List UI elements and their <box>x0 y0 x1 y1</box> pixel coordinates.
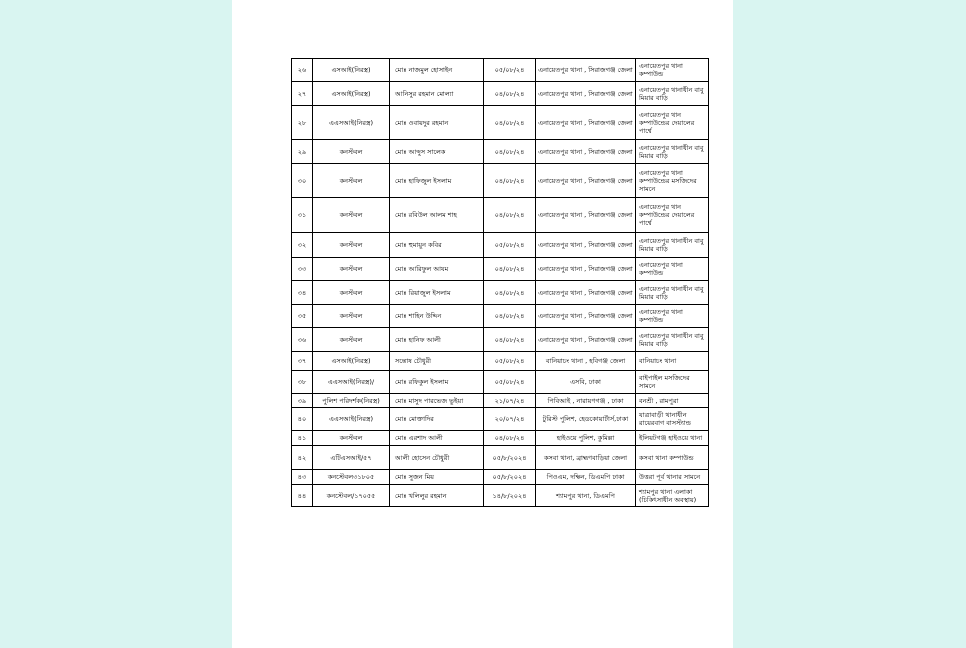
date-cell <box>484 485 536 507</box>
serial-cell <box>292 431 313 446</box>
name-text: মোঃ এরশাদ আলী <box>395 434 443 442</box>
name-cell <box>390 470 484 485</box>
serial-text: ৩৪ <box>297 288 307 297</box>
place-text: এনায়েতপুর থানা , সিরাজগঞ্জ জেলা <box>538 66 633 74</box>
date-text: ০৫/০৮/২৪ <box>494 66 525 74</box>
table-row <box>292 198 709 233</box>
rank-cell <box>313 164 390 198</box>
rank-cell <box>313 82 390 106</box>
rank-cell <box>313 485 390 507</box>
serial-cell <box>292 140 313 164</box>
location-text: ইলিয়টগঞ্জ হাইওয়ে থানা <box>639 434 703 442</box>
rank-text: কনস্টবল <box>339 288 363 297</box>
name-cell <box>390 408 484 431</box>
serial-cell <box>292 59 313 82</box>
serial-text: ৪৩ <box>297 473 307 481</box>
location-text: বানিয়াচং থানা <box>639 357 677 365</box>
location-text: এনায়েতপুর থানা কম্পাউন্ড <box>639 308 683 324</box>
location-cell <box>636 140 709 164</box>
date-cell <box>484 371 536 394</box>
table-row <box>292 470 709 485</box>
name-text: মোঃ হুমায়ুন কবির <box>395 241 442 249</box>
table-row <box>292 352 709 371</box>
serial-cell <box>292 281 313 305</box>
rank-text: কনস্টবল <box>339 176 363 185</box>
rank-text: এএসআই(নিরস্ত্র)/ <box>327 378 375 386</box>
location-text: এনায়েতপুর থানাধীন বাবু মিয়ার বাড়ি <box>639 331 704 348</box>
place-text: এনায়েতপুর থানা , সিরাজগঞ্জ জেলা <box>538 241 633 249</box>
rank-text: এসআই(নিরস্ত্র) <box>331 89 371 98</box>
location-cell <box>636 198 709 233</box>
table-row <box>292 258 709 281</box>
date-text: ২১/০৭/২৪ <box>494 396 525 405</box>
location-text: এনায়েতপুর থানাধীন বাবু মিয়ার বাড়ি <box>639 284 704 301</box>
date-cell <box>484 82 536 106</box>
date-cell <box>484 140 536 164</box>
rank-cell <box>313 233 390 258</box>
rank-cell <box>313 394 390 408</box>
location-text: বনশ্রী , রামপুরা <box>639 396 679 405</box>
name-text: মোঃ আরিফুল আযম <box>395 265 449 273</box>
place-text: এনায়েতপুর থানা , সিরাজগঞ্জ জেলা <box>538 335 633 344</box>
table-row <box>292 408 709 431</box>
serial-cell <box>292 371 313 394</box>
rank-cell <box>313 281 390 305</box>
name-text: সন্তোষ চৌধুরী <box>395 357 432 365</box>
place-cell <box>536 59 636 82</box>
date-text: ০৪/০৮/২৪ <box>494 118 525 127</box>
location-text: এনায়েতপুর থানাধীন বাবু মিয়ার বাড়ি <box>639 143 704 160</box>
place-cell <box>536 140 636 164</box>
rank-cell <box>313 371 390 394</box>
serial-text: ৪২ <box>297 453 307 462</box>
place-cell <box>536 305 636 328</box>
date-cell <box>484 470 536 485</box>
name-cell <box>390 431 484 446</box>
place-text: এনায়েতপুর থানা , সিরাজগঞ্জ জেলা <box>538 147 633 156</box>
serial-cell <box>292 82 313 106</box>
name-cell <box>390 106 484 140</box>
name-cell <box>390 281 484 305</box>
rank-cell <box>313 352 390 371</box>
location-cell <box>636 305 709 328</box>
location-cell <box>636 371 709 394</box>
date-cell <box>484 408 536 431</box>
location-text: এনায়েতপুর থানাধীন বাবু মিয়ার বাড়ি <box>639 237 704 253</box>
rank-text: এসআই(নিরস্ত্র) <box>331 66 371 74</box>
rank-text: এএসআই(নিরস্ত্র) <box>328 118 373 127</box>
location-text: যাত্রাবাড়ী থানাধীন রায়েরবাগ বাসস্ট্যান্ড <box>639 411 691 427</box>
location-text: কসবা থানা কম্পাউন্ড <box>639 453 694 462</box>
place-text: কসবা থানা, ব্রাহ্মণবাড়িয়া জেলা <box>543 453 628 462</box>
date-text: ২০/০৭/২৪ <box>494 415 525 423</box>
right-margin <box>733 0 966 648</box>
rank-cell <box>313 328 390 352</box>
name-cell <box>390 371 484 394</box>
place-text: হাইওয়ে পুলিশ, কুমিল্লা <box>556 434 615 442</box>
serial-text: ২৮ <box>297 118 307 127</box>
serial-text: ২৭ <box>297 89 307 98</box>
rank-cell <box>313 446 390 470</box>
rank-text: কনস্টবল <box>339 211 363 219</box>
location-cell <box>636 233 709 258</box>
location-cell <box>636 485 709 507</box>
serial-text: ৩৮ <box>297 378 307 386</box>
place-text: এনায়েতপুর থানা , সিরাজগঞ্জ জেলা <box>538 211 633 219</box>
table-row <box>292 233 709 258</box>
date-text: ০৪/০৮/২৪ <box>494 288 525 297</box>
date-text: ০৪/০৮/২৪ <box>494 147 525 156</box>
place-cell <box>536 164 636 198</box>
table-row <box>292 371 709 394</box>
name-text: আনিসুর রহমান মোল্যা <box>395 89 454 98</box>
serial-cell <box>292 328 313 352</box>
name-text: আলী হোসেন চৌধুরী <box>395 453 450 462</box>
name-text: মোঃ রফিকুল ইসলাম <box>395 378 449 386</box>
location-cell <box>636 106 709 140</box>
date-text: ০৪/০৮/২৪ <box>494 211 525 219</box>
rank-text: এটিএসআই/৫৭ <box>330 453 372 462</box>
place-text: টুরিস্ট পুলিশ, হেডকোয়ার্টার্স,ঢাকা <box>542 415 629 423</box>
location-cell <box>636 281 709 305</box>
location-text: শ্যামপুর থানা এলাকা (চিকিৎসাধীন অবস্থায়) <box>639 487 697 504</box>
serial-text: ৩০ <box>297 176 307 185</box>
date-cell <box>484 233 536 258</box>
rank-cell <box>313 198 390 233</box>
place-cell <box>536 485 636 507</box>
place-cell <box>536 258 636 281</box>
location-cell <box>636 431 709 446</box>
name-text: মোঃ ওবায়দুর রহমান <box>395 118 449 127</box>
name-cell <box>390 82 484 106</box>
date-cell <box>484 106 536 140</box>
name-cell <box>390 233 484 258</box>
date-cell <box>484 446 536 470</box>
name-text: মোঃ রিয়াজুল ইসলাম <box>395 288 451 297</box>
location-cell <box>636 59 709 82</box>
location-cell <box>636 82 709 106</box>
serial-text: ৩২ <box>297 241 307 249</box>
rank-cell <box>313 59 390 82</box>
date-text: ০৪/০৮/২৪ <box>494 89 525 98</box>
date-cell <box>484 352 536 371</box>
name-cell <box>390 485 484 507</box>
name-cell <box>390 446 484 470</box>
name-cell <box>390 59 484 82</box>
name-cell <box>390 258 484 281</box>
serial-text: ৪০ <box>297 415 307 423</box>
place-text: পিবিআই , নারায়ণগঞ্জ , ঢাকা <box>547 396 624 405</box>
location-cell <box>636 258 709 281</box>
place-cell <box>536 352 636 371</box>
location-text: এনায়েতপুর থানা কম্পাউন্ডের মসজিদের সামনে <box>639 168 697 193</box>
rank-cell <box>313 431 390 446</box>
serial-cell <box>292 305 313 328</box>
place-cell <box>536 446 636 470</box>
table-row <box>292 328 709 352</box>
serial-text: ২৬ <box>297 66 307 74</box>
date-text: ০৪/০৮/২৪ <box>494 312 525 320</box>
rank-text: পুলিশ পরিদর্শক(নিরস্ত্র) <box>322 396 380 405</box>
date-text: ০৫/৮/২০২৪ <box>492 453 527 462</box>
serial-text: ৪১ <box>297 434 307 442</box>
rank-text: কনস্টবল <box>339 241 363 249</box>
location-text: এনায়েতপুর থানাধীন বাবু মিয়ার বাড়ি <box>639 85 704 102</box>
date-cell <box>484 305 536 328</box>
location-text: এনায়েতপুর থান কম্পাউন্ডের দেয়ালের পার্শ্বে <box>639 110 695 135</box>
rank-cell <box>313 140 390 164</box>
name-cell <box>390 140 484 164</box>
location-cell <box>636 394 709 408</box>
name-cell <box>390 394 484 408</box>
rank-text: কনস্টবল <box>339 265 363 273</box>
date-text: ০৪/০৮/২৪ <box>494 335 525 344</box>
name-text: মোঃ মাসুদ পারভেজ ভুইয়া <box>395 396 464 405</box>
place-cell <box>536 394 636 408</box>
date-text: ০৫/০৮/২৪ <box>494 357 525 365</box>
table-row <box>292 140 709 164</box>
location-text: উত্তরা পূর্ব থানার সামনে <box>639 473 701 481</box>
place-text: বানিয়াচং থানা , হবিগঞ্জ জেলা <box>545 357 626 365</box>
table-row <box>292 281 709 305</box>
table-row <box>292 106 709 140</box>
serial-text: ৩৭ <box>297 357 307 365</box>
date-text: ০৪/০৮/২৪ <box>494 265 525 273</box>
place-text: পিওএম, দক্ষিন, ডিএমপি ঢাকা <box>546 473 625 481</box>
serial-cell <box>292 485 313 507</box>
place-cell <box>536 408 636 431</box>
name-cell <box>390 328 484 352</box>
date-cell <box>484 198 536 233</box>
table-row <box>292 446 709 470</box>
serial-text: ২৯ <box>297 147 307 156</box>
place-text: এনায়েতপুর থানা , সিরাজগঞ্জ জেলা <box>538 265 633 273</box>
serial-text: ৩৩ <box>297 265 307 273</box>
name-text: মোঃ শাহিন উদ্দিন <box>395 312 442 320</box>
place-text: এনায়েতপুর থানা , সিরাজগঞ্জ জেলা <box>538 312 633 320</box>
rank-cell <box>313 258 390 281</box>
name-cell <box>390 198 484 233</box>
serial-cell <box>292 106 313 140</box>
name-text: মোঃ খলিলুর রহমান <box>395 491 447 500</box>
document-page <box>232 0 733 648</box>
date-text: ০৫/৮/২০২৪ <box>492 473 527 481</box>
location-cell <box>636 328 709 352</box>
date-cell <box>484 431 536 446</box>
rank-text: কনস্টবল <box>339 312 363 320</box>
serial-text: ৩৯ <box>297 396 307 405</box>
date-text: ০৫/০৮/২৪ <box>494 241 525 249</box>
serial-cell <box>292 164 313 198</box>
table-row <box>292 394 709 408</box>
rank-cell <box>313 305 390 328</box>
serial-cell <box>292 352 313 371</box>
name-text: মোঃ রবিউল আলম শাহ <box>395 211 457 219</box>
place-cell <box>536 371 636 394</box>
name-cell <box>390 305 484 328</box>
rank-cell <box>313 408 390 431</box>
place-cell <box>536 328 636 352</box>
name-text: মোঃ আব্দুস সালেক <box>395 147 446 156</box>
name-text: মোঃ হানিফ আলী <box>395 335 441 344</box>
table-row <box>292 305 709 328</box>
rank-text: এসআই(নিরস্ত্র) <box>331 357 371 365</box>
name-text: মোঃ নাজমুল হোসাইন <box>395 66 453 74</box>
place-cell <box>536 198 636 233</box>
place-cell <box>536 82 636 106</box>
place-text: এনায়েতপুর থানা , সিরাজগঞ্জ জেলা <box>538 288 633 297</box>
table-row <box>292 82 709 106</box>
serial-cell <box>292 446 313 470</box>
rank-cell <box>313 106 390 140</box>
location-cell <box>636 408 709 431</box>
serial-cell <box>292 198 313 233</box>
location-text: এনায়েতপুর থান কম্পাউন্ডের দেয়ালের পার্শ্বে <box>639 203 695 227</box>
date-text: ০৪/০৮/২৪ <box>494 434 525 442</box>
date-cell <box>484 164 536 198</box>
location-text: বাইপাইল মসজিদের সামনে <box>639 374 690 390</box>
place-text: শ্যামপুর থানা, ডিএমপি <box>556 491 615 500</box>
left-margin <box>0 0 232 648</box>
name-text: মোঃ মোক্তাদির <box>395 415 434 423</box>
place-text: এনায়েতপুর থানা , সিরাজগঞ্জ জেলা <box>538 118 633 127</box>
table-row <box>292 485 709 507</box>
casualty-table <box>291 58 709 507</box>
serial-cell <box>292 233 313 258</box>
date-cell <box>484 328 536 352</box>
place-text: এসবি, ঢাকা <box>570 378 601 386</box>
table-row <box>292 59 709 82</box>
location-cell <box>636 352 709 371</box>
name-text: মোঃ সুজন মিয় <box>395 473 435 481</box>
place-cell <box>536 470 636 485</box>
rank-cell <box>313 470 390 485</box>
serial-cell <box>292 258 313 281</box>
serial-text: ৩৫ <box>297 312 307 320</box>
rank-text: কনস্টেবল৩১৮০৫ <box>327 473 375 481</box>
serial-text: ৩১ <box>297 211 307 219</box>
date-cell <box>484 394 536 408</box>
location-cell <box>636 470 709 485</box>
table-row <box>292 431 709 446</box>
date-cell <box>484 258 536 281</box>
serial-text: ৪৪ <box>297 491 307 500</box>
place-cell <box>536 431 636 446</box>
location-text: এনায়েতপুর থানা কম্পাউন্ড <box>639 261 683 277</box>
rank-text: কনস্টেবল/১৭০৫৫ <box>326 491 376 500</box>
rank-text: কনস্টবল <box>339 335 363 344</box>
rank-text: কনস্টবল <box>339 434 363 442</box>
date-text: ১৪/৮/২০২৪ <box>492 491 527 500</box>
location-cell <box>636 446 709 470</box>
place-cell <box>536 281 636 305</box>
place-text: এনায়েতপুর থানা , সিরাজগঞ্জ জেলা <box>538 89 633 98</box>
location-text: এনায়েতপুর থানা কম্পাউন্ড <box>639 62 683 78</box>
rank-text: এএসআই(নিরস্ত্র) <box>328 415 373 423</box>
serial-cell <box>292 408 313 431</box>
serial-text: ৩৬ <box>297 335 307 344</box>
name-cell <box>390 352 484 371</box>
date-cell <box>484 281 536 305</box>
date-text: ০৫/০৮/২৪ <box>494 378 525 386</box>
name-text: মোঃ হাফিজুল ইসলাম <box>395 176 452 185</box>
serial-cell <box>292 394 313 408</box>
date-cell <box>484 59 536 82</box>
date-text: ০৪/০৮/২৪ <box>494 176 525 185</box>
place-cell <box>536 106 636 140</box>
name-cell <box>390 164 484 198</box>
place-cell <box>536 233 636 258</box>
table-row <box>292 164 709 198</box>
location-cell <box>636 164 709 198</box>
rank-text: কনস্টবল <box>339 147 363 156</box>
place-text: এনায়েতপুর থানা , সিরাজগঞ্জ জেলা <box>538 176 633 185</box>
serial-cell <box>292 470 313 485</box>
